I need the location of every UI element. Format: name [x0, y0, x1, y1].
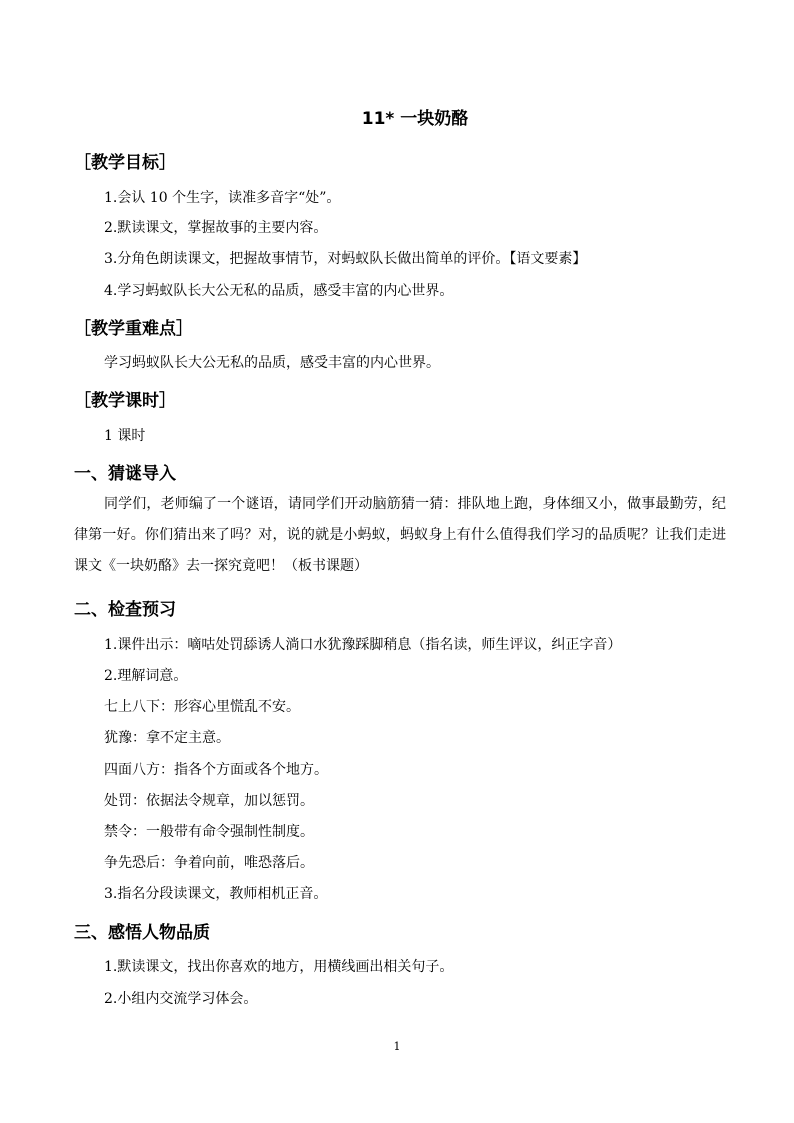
- goal-item: 2.默读课文，掌握故事的主要内容。: [104, 220, 328, 236]
- vocab-item: 争先恐后：争着向前，唯恐落后。: [104, 855, 314, 871]
- vocab-item: 七上八下：形容心里慌乱不安。: [104, 699, 300, 715]
- lesson-title: 11* 一块奶酪: [361, 109, 469, 129]
- class-hours-heading: ［教学课时］: [74, 391, 176, 411]
- part3-heading: 三、感悟人物品质: [74, 923, 210, 943]
- part1-heading: 一、猜谜导入: [74, 464, 176, 484]
- part2-heading: 二、检查预习: [74, 600, 176, 620]
- part1-paragraph: 同学们，老师编了一个谜语，请同学们开动脑筋猜一猜：排队地上跑，身体细又小，做事最勤劳，纪律第一好。你们猜出来了吗？对，说的就是小蚂蚁，蚂蚁身上有什么值得我们学习的品质呢？让我们走进课文《一块奶酪》去一探究竟吧！（板书课题）: [74, 496, 726, 574]
- vocab-item: 处罚：依据法令规章，加以惩罚。: [104, 793, 314, 809]
- vocab-item: 犹豫：拿不定主意。: [104, 730, 230, 746]
- part2-line: 1.课件出示：嘀咕处罚舔诱人淌口水犹豫踩脚稍息（指名读，师生评议，纠正字音）: [104, 637, 622, 653]
- goal-item: 3.分角色朗读课文，把握故事情节，对蚂蚁队长做出简单的评价。【语文要素】: [104, 251, 587, 267]
- goal-item: 1.会认 10 个生字，读准多音字“处”。: [104, 190, 341, 206]
- part2-line: 2.理解词意。: [104, 668, 188, 684]
- vocab-item: 禁令：一般带有命令强制性制度。: [104, 824, 314, 840]
- part2-line: 3.指名分段读课文，教师相机正音。: [104, 886, 328, 902]
- page-number: 1: [393, 1040, 401, 1053]
- goal-item: 4.学习蚂蚁队长大公无私的品质，感受丰富的内心世界。: [104, 283, 454, 299]
- goals-heading: ［教学目标］: [74, 153, 176, 173]
- part3-line: 2.小组内交流学习体会。: [104, 991, 258, 1007]
- vocab-item: 四面八方：指各个方面或各个地方。: [104, 762, 328, 778]
- class-hours-text: 1 课时: [104, 428, 146, 444]
- key-points-heading: ［教学重难点］: [74, 319, 193, 339]
- key-points-text: 学习蚂蚁队长大公无私的品质，感受丰富的内心世界。: [104, 355, 440, 371]
- part3-line: 1.默读课文，找出你喜欢的地方，用横线画出相关句子。: [104, 959, 454, 975]
